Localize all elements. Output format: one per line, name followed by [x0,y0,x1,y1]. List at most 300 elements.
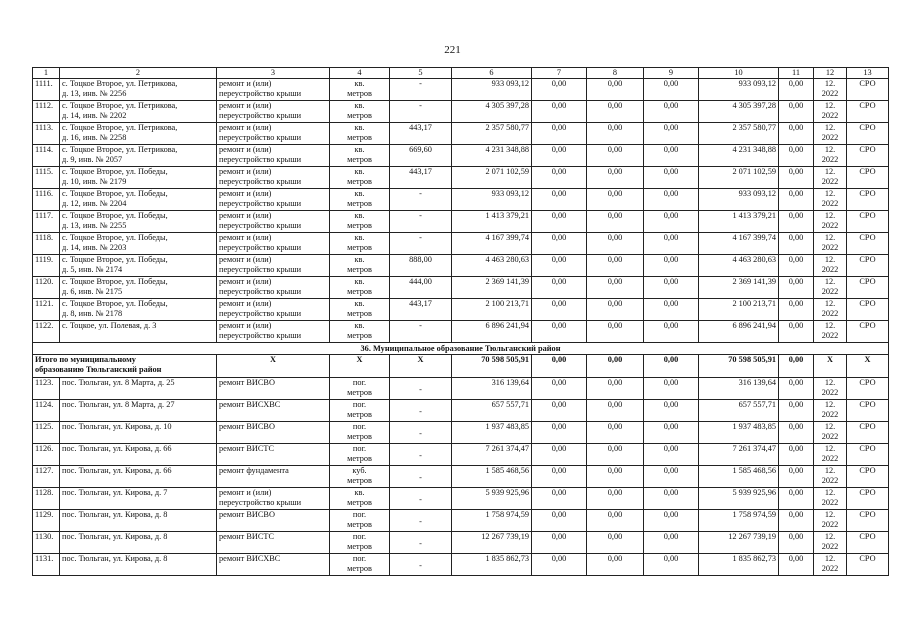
row-number: 1120. [33,277,60,299]
unit-line-2: метров [347,287,372,296]
table-row [33,378,889,400]
unit-line-1: кв. [354,79,365,88]
regional-budget-cell: 0,00 [587,466,644,488]
address-cell: пос. Тюльган, ул. Кирова, д. 66 [60,466,217,488]
unit-cell [330,211,390,233]
deadline-cell [814,378,847,400]
table-row [33,167,889,189]
deadline-year: 2022 [821,388,839,397]
method-cell: СРО [847,145,889,167]
deadline-month: 12. [824,255,836,264]
unit-cell [330,422,390,444]
total-row [33,355,889,378]
work-line-1: ремонт и (или) [219,189,272,198]
table-row [33,189,889,211]
total-cost-cell: 316 139,64 [452,378,532,400]
deadline-month: 12. [824,378,836,387]
table-row [33,554,889,576]
owners-funds-cell: 933 093,12 [699,79,779,101]
unit-line-2: метров [347,432,372,441]
deadline-year: 2022 [821,410,839,419]
row-number: 1118. [33,233,60,255]
header-cell: 13 [847,68,889,79]
owners-funds-cell: 5 939 925,96 [699,488,779,510]
unit-line-1: кв. [354,277,365,286]
total-c3: Х [217,355,330,378]
work-line-1: ремонт и (или) [219,233,272,242]
unit-line-2: метров [347,243,372,252]
method-cell: СРО [847,233,889,255]
total-c4: Х [330,355,390,378]
area-cell: 443,17 [390,167,452,189]
other-funds-cell: 0,00 [779,378,814,400]
regional-budget-cell: 0,00 [587,233,644,255]
address-cell: пос. Тюльган, ул. Кирова, д. 8 [60,554,217,576]
fund-cell: 0,00 [532,145,587,167]
fund-cell: 0,00 [532,189,587,211]
deadline-month: 12. [824,277,836,286]
unit-line-2: метров [347,331,372,340]
unit-cell [330,189,390,211]
work-line-2: переустройство крыши [219,265,302,274]
column-number-header [33,68,889,79]
other-funds-cell: 0,00 [779,532,814,554]
work-line-1: ремонт и (или) [219,299,272,308]
work-type-cell [217,255,330,277]
total-cost-cell: 2 071 102,59 [452,167,532,189]
work-type-cell [217,422,330,444]
total-cost-cell: 6 896 241,94 [452,321,532,343]
area-cell [390,554,452,576]
area-cell: 888,00 [390,255,452,277]
owners-funds-cell: 1 585 468,56 [699,466,779,488]
deadline-cell [814,532,847,554]
local-budget-cell: 0,00 [644,510,699,532]
area-cell [390,444,452,466]
regional-budget-cell: 0,00 [587,378,644,400]
owners-funds-cell: 7 261 374,47 [699,444,779,466]
fund-cell: 0,00 [532,101,587,123]
address-cell [60,145,217,167]
unit-line-1: кв. [354,321,365,330]
work-type-cell [217,299,330,321]
method-cell: СРО [847,211,889,233]
deadline-cell [814,299,847,321]
deadline-month: 12. [824,488,836,497]
table-row [33,488,889,510]
deadline-cell [814,167,847,189]
other-funds-cell: 0,00 [779,233,814,255]
work-line-2: переустройство крыши [219,309,302,318]
address-line-2: д. 14, инв. № 2203 [62,243,127,252]
header-cell: 11 [779,68,814,79]
area-cell: - [390,79,452,101]
owners-funds-cell: 1 758 974,59 [699,510,779,532]
area-cell: - [390,189,452,211]
address-line-1: с. Тоцкое Второе, ул. Петрикова, [62,101,178,110]
regional-budget-cell: 0,00 [587,145,644,167]
deadline-year: 2022 [821,454,839,463]
local-budget-cell: 0,00 [644,299,699,321]
deadline-month: 12. [824,299,836,308]
unit-line-2: метров [347,221,372,230]
other-funds-cell: 0,00 [779,554,814,576]
unit-line-1: кв. [354,101,365,110]
unit-line-2: метров [347,111,372,120]
other-funds-cell: 0,00 [779,466,814,488]
address-line-2: д. 10, инв. № 2179 [62,177,127,186]
row-number: 1115. [33,167,60,189]
local-budget-cell: 0,00 [644,233,699,255]
table-row [33,422,889,444]
total-cost-cell: 933 093,12 [452,189,532,211]
work-line-1: ремонт и (или) [219,167,272,176]
row-number: 1123. [33,378,60,400]
area-cell [390,422,452,444]
work-type-cell [217,233,330,255]
area-value: - [419,561,422,570]
area-cell [390,532,452,554]
area-cell: 444,00 [390,277,452,299]
owners-funds-cell: 2 369 141,39 [699,277,779,299]
regional-budget-cell: 0,00 [587,299,644,321]
total-cost-cell: 5 939 925,96 [452,488,532,510]
address-line-2: д. 5, инв. № 2174 [62,265,123,274]
fund-cell: 0,00 [532,79,587,101]
other-funds-cell: 0,00 [779,189,814,211]
unit-line-1: пог. [352,532,367,541]
deadline-month: 12. [824,79,836,88]
work-type-cell [217,277,330,299]
total-label-line-1: Итого по муниципальному [35,355,136,364]
address-cell [60,299,217,321]
regional-budget-cell: 0,00 [587,255,644,277]
row-number: 1117. [33,211,60,233]
other-funds-cell: 0,00 [779,277,814,299]
address-cell [60,123,217,145]
deadline-month: 12. [824,145,836,154]
deadline-year: 2022 [821,199,839,208]
address-line-2: д. 6, инв. № 2175 [62,287,123,296]
row-number: 1124. [33,400,60,422]
unit-cell [330,145,390,167]
deadline-cell [814,554,847,576]
area-value: - [419,451,422,460]
unit-cell [330,378,390,400]
address-line-2: д. 12, инв. № 2204 [62,199,127,208]
table-row [33,101,889,123]
deadline-year: 2022 [821,111,839,120]
area-cell: - [390,101,452,123]
address-line-1: с. Тоцкое Второе, ул. Победы, [62,277,168,286]
work-type-cell [217,532,330,554]
deadline-year: 2022 [821,177,839,186]
deadline-cell [814,510,847,532]
table-row [33,233,889,255]
method-cell: СРО [847,321,889,343]
deadline-month: 12. [824,321,836,330]
deadline-month: 12. [824,422,836,431]
work-type-cell [217,444,330,466]
work-type-cell [217,189,330,211]
deadline-year: 2022 [821,243,839,252]
local-budget-cell: 0,00 [644,400,699,422]
deadline-cell [814,233,847,255]
table-row [33,510,889,532]
area-cell [390,488,452,510]
fund-cell: 0,00 [532,422,587,444]
deadline-cell [814,444,847,466]
owners-funds-cell: 1 413 379,21 [699,211,779,233]
address-cell: пос. Тюльган, ул. Кирова, д. 8 [60,532,217,554]
work-line-2: переустройство крыши [219,155,302,164]
area-value: - [419,429,422,438]
row-number: 1121. [33,299,60,321]
unit-line-1: кв. [354,211,365,220]
unit-line-2: метров [347,309,372,318]
address-cell [60,189,217,211]
owners-funds-cell: 4 167 399,74 [699,233,779,255]
deadline-cell [814,400,847,422]
address-line-1: с. Тоцкое Второе, ул. Петрикова, [62,145,178,154]
address-cell: пос. Тюльган, ул. 8 Марта, д. 25 [60,378,217,400]
regional-budget-cell: 0,00 [587,532,644,554]
row-number: 1119. [33,255,60,277]
unit-cell [330,510,390,532]
row-number: 1126. [33,444,60,466]
deadline-cell [814,79,847,101]
deadline-month: 12. [824,101,836,110]
row-number: 1116. [33,189,60,211]
work-line-1: ремонт фундамента [219,466,289,475]
total-cost-cell: 933 093,12 [452,79,532,101]
other-funds-cell: 0,00 [779,211,814,233]
table-body [33,68,889,576]
section-title: 36. Муниципальное образование Тюльганский район [33,343,889,355]
regional-budget-cell: 0,00 [587,400,644,422]
work-type-cell [217,554,330,576]
owners-funds-cell: 12 267 739,19 [699,532,779,554]
deadline-month: 12. [824,466,836,475]
method-cell: СРО [847,255,889,277]
row-number: 1113. [33,123,60,145]
work-type-cell [217,101,330,123]
header-cell: 10 [699,68,779,79]
unit-cell [330,299,390,321]
owners-funds-cell: 4 231 348,88 [699,145,779,167]
unit-line-2: метров [347,388,372,397]
address-cell [60,277,217,299]
fund-cell: 0,00 [532,123,587,145]
deadline-cell [814,321,847,343]
work-type-cell [217,510,330,532]
owners-funds-cell: 2 100 213,71 [699,299,779,321]
deadline-year: 2022 [821,520,839,529]
method-cell: СРО [847,101,889,123]
address-cell [60,233,217,255]
owners-funds-cell: 316 139,64 [699,378,779,400]
table-row [33,321,889,343]
page-number: 221 [444,44,461,56]
area-cell: 669,60 [390,145,452,167]
address-line-2: д. 14, инв. № 2202 [62,111,127,120]
regional-budget-cell: 0,00 [587,321,644,343]
address-cell [60,211,217,233]
deadline-year: 2022 [821,89,839,98]
unit-line-1: кв. [354,167,365,176]
deadline-year: 2022 [821,432,839,441]
local-budget-cell: 0,00 [644,321,699,343]
other-funds-cell: 0,00 [779,167,814,189]
unit-line-1: кв. [354,189,365,198]
method-cell: СРО [847,189,889,211]
area-cell: - [390,211,452,233]
area-value: - [419,407,422,416]
unit-cell [330,444,390,466]
owners-funds-cell: 657 557,71 [699,400,779,422]
deadline-cell [814,255,847,277]
deadline-year: 2022 [821,564,839,573]
row-number: 1114. [33,145,60,167]
row-number: 1127. [33,466,60,488]
unit-line-1: кв. [354,123,365,132]
unit-line-1: кв. [354,145,365,154]
row-number: 1111. [33,79,60,101]
deadline-year: 2022 [821,155,839,164]
work-line-2: переустройство крыши [219,498,302,507]
total-cost: 70 598 505,91 [452,355,532,378]
local-budget-cell: 0,00 [644,123,699,145]
other-funds-cell: 0,00 [779,79,814,101]
unit-line-2: метров [347,520,372,529]
other-funds-cell: 0,00 [779,422,814,444]
regional-budget-cell: 0,00 [587,123,644,145]
local-budget-cell: 0,00 [644,444,699,466]
work-type-cell [217,400,330,422]
unit-line-1: куб. [352,466,367,475]
area-cell [390,466,452,488]
local-budget-cell: 0,00 [644,466,699,488]
total-label-line-2: образованию Тюльганский район [35,365,162,374]
address-cell: пос. Тюльган, ул. Кирова, д. 66 [60,444,217,466]
method-cell: СРО [847,444,889,466]
work-line-2: переустройство крыши [219,331,302,340]
method-cell: СРО [847,277,889,299]
work-line-1: ремонт ВИСТС [219,444,275,453]
header-cell: 1 [33,68,60,79]
work-type-cell [217,211,330,233]
work-type-cell [217,167,330,189]
fund-cell: 0,00 [532,277,587,299]
unit-cell [330,101,390,123]
address-line-1: с. Тоцкое Второе, ул. Победы, [62,299,168,308]
total-cost-cell: 4 167 399,74 [452,233,532,255]
local-budget-cell: 0,00 [644,211,699,233]
total-cost-cell: 1 585 468,56 [452,466,532,488]
address-line-2: д. 13, инв. № 2255 [62,221,127,230]
unit-line-2: метров [347,199,372,208]
deadline-cell [814,488,847,510]
table-row [33,255,889,277]
unit-cell [330,532,390,554]
work-line-1: ремонт ВИСХВС [219,554,281,563]
deadline-month: 12. [824,554,836,563]
total-local-budget: 0,00 [644,355,699,378]
deadline-cell [814,123,847,145]
table-row [33,123,889,145]
work-line-1: ремонт и (или) [219,488,272,497]
owners-funds-cell: 1 835 862,73 [699,554,779,576]
deadline-year: 2022 [821,133,839,142]
total-c13: Х [847,355,889,378]
row-number: 1131. [33,554,60,576]
address-line-1: с. Тоцкое Второе, ул. Победы, [62,211,168,220]
fund-cell: 0,00 [532,510,587,532]
table-row [33,400,889,422]
work-type-cell [217,123,330,145]
unit-line-2: метров [347,89,372,98]
work-line-1: ремонт ВИСВО [219,378,275,387]
other-funds-cell: 0,00 [779,400,814,422]
local-budget-cell: 0,00 [644,554,699,576]
other-funds-cell: 0,00 [779,101,814,123]
fund-cell: 0,00 [532,211,587,233]
deadline-cell [814,422,847,444]
unit-line-2: метров [347,542,372,551]
address-cell [60,255,217,277]
fund-cell: 0,00 [532,444,587,466]
owners-funds-cell: 2 071 102,59 [699,167,779,189]
address-line-2: д. 16, инв. № 2258 [62,133,127,142]
unit-line-1: пог. [352,400,367,409]
area-cell: 443,17 [390,299,452,321]
section-heading-row [33,343,889,355]
address-line-2: д. 8, инв. № 2178 [62,309,123,318]
work-line-1: ремонт и (или) [219,255,272,264]
deadline-month: 12. [824,167,836,176]
unit-cell [330,400,390,422]
total-cost-cell: 2 100 213,71 [452,299,532,321]
work-line-2: переустройство крыши [219,89,302,98]
unit-line-2: метров [347,265,372,274]
work-type-cell [217,79,330,101]
regional-budget-cell: 0,00 [587,211,644,233]
method-cell: СРО [847,400,889,422]
total-cost-cell: 2 357 580,77 [452,123,532,145]
work-line-2: переустройство крыши [219,111,302,120]
fund-cell: 0,00 [532,299,587,321]
fund-cell: 0,00 [532,255,587,277]
unit-line-1: пог. [352,444,367,453]
unit-line-2: метров [347,454,372,463]
unit-line-2: метров [347,564,372,573]
address-cell [60,79,217,101]
deadline-cell [814,145,847,167]
regional-budget-cell: 0,00 [587,510,644,532]
other-funds-cell: 0,00 [779,145,814,167]
local-budget-cell: 0,00 [644,378,699,400]
work-type-cell [217,378,330,400]
total-cost-cell: 4 305 397,28 [452,101,532,123]
unit-cell [330,277,390,299]
other-funds-cell: 0,00 [779,299,814,321]
method-cell: СРО [847,554,889,576]
header-cell: 12 [814,68,847,79]
total-cost-cell: 1 413 379,21 [452,211,532,233]
total-cost-cell: 2 369 141,39 [452,277,532,299]
owners-funds-cell: 6 896 241,94 [699,321,779,343]
unit-line-2: метров [347,410,372,419]
